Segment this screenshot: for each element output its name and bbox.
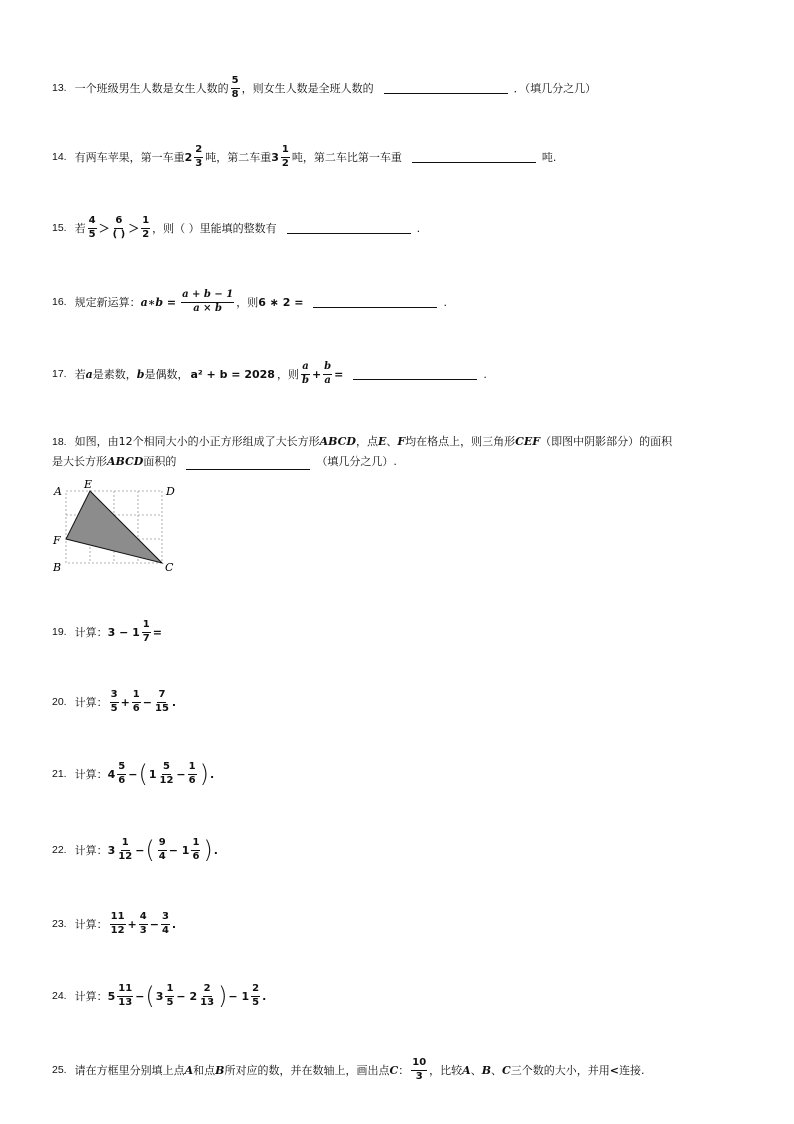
whole-number: 4: [107, 767, 116, 781]
question-text: 计算：: [74, 989, 108, 1003]
fraction: [188, 762, 197, 786]
question-18-line-1: [52, 432, 752, 452]
fraction: [158, 762, 174, 786]
operator: − 1: [228, 989, 250, 1003]
numerator: 5: [162, 762, 171, 775]
right-paren: ): [203, 836, 213, 864]
whole-number: 1: [148, 767, 157, 781]
math-expression: a² + b = 2028: [190, 367, 275, 381]
question-text: ．（填几分之几）: [513, 81, 597, 95]
fraction: [141, 216, 150, 240]
numerator: a + b − 1: [181, 290, 234, 303]
numerator: 9: [158, 838, 167, 851]
fraction: [139, 912, 148, 936]
question-number: 14.: [52, 150, 67, 163]
answer-blank[interactable]: [313, 307, 437, 308]
question-20: [52, 690, 176, 714]
variable: F: [397, 435, 406, 448]
fraction: [117, 762, 126, 786]
fraction: [199, 984, 215, 1008]
fraction: [117, 838, 133, 862]
question-text: 一个班级男生人数是女生人数的: [74, 81, 229, 95]
whole-number: 5: [107, 989, 116, 1003]
denominator: 6: [192, 850, 200, 862]
denominator: 3: [139, 924, 147, 936]
denominator: 12: [110, 924, 125, 936]
question-text: 规定新运算：: [74, 295, 141, 309]
question-text: 是大长方形: [52, 455, 107, 468]
question-24: [52, 984, 266, 1008]
variable: C: [389, 1063, 399, 1077]
math-expression: 6 ∗ 2 =: [258, 295, 304, 309]
fraction: [158, 838, 167, 862]
question-text: ，则: [276, 367, 299, 381]
question-number: 20.: [52, 695, 67, 708]
fraction: [142, 620, 151, 644]
question-text: .: [443, 295, 447, 309]
grid-rectangle-figure: [48, 480, 188, 580]
operator: <: [609, 1063, 619, 1077]
operator: − 2: [176, 989, 198, 1003]
fraction: [231, 76, 240, 100]
question-text: 有两车苹果，第一车重: [74, 150, 185, 164]
question-21: [52, 762, 214, 786]
question-18-line-2: [52, 452, 752, 472]
answer-blank[interactable]: [287, 233, 411, 234]
numerator: 1: [165, 984, 174, 997]
numerator: 2: [203, 984, 212, 997]
question-text: 三个数的大小，并用: [510, 1063, 610, 1077]
question-text: 吨，第二车重: [205, 150, 272, 164]
denominator: b: [301, 374, 309, 386]
numerator: 11: [117, 984, 133, 997]
operator: =: [152, 625, 162, 639]
period: .: [262, 989, 267, 1003]
question-text: 、: [386, 435, 398, 448]
question-22: [52, 838, 218, 862]
question-number: 19.: [52, 625, 67, 638]
right-paren: ): [199, 760, 209, 788]
question-number: 17.: [52, 367, 67, 380]
whole-number: 3: [107, 843, 116, 857]
period: .: [171, 917, 177, 931]
numerator: 1: [132, 690, 141, 703]
denominator: 2: [281, 157, 289, 169]
denominator: 4: [161, 924, 169, 936]
question-text: 请在方框里分别填上点: [74, 1063, 185, 1077]
question-number: 15.: [52, 221, 67, 234]
question-text: 、: [470, 1063, 482, 1077]
question-text: ，则女生人数是全班人数的: [241, 81, 374, 95]
numerator: 2: [194, 145, 203, 158]
question-text: （即图中阴影部分）的面积: [540, 435, 673, 448]
numerator: 3: [161, 912, 170, 925]
fraction: [411, 1058, 427, 1082]
question-19: [52, 620, 162, 644]
question-number: 24.: [52, 989, 67, 1002]
question-text: ，则: [236, 295, 259, 309]
denominator: ( ): [112, 228, 126, 240]
question-text: 若: [74, 221, 86, 235]
variable: A: [184, 1063, 194, 1077]
right-paren: ): [218, 982, 228, 1010]
denominator: 5: [110, 702, 118, 714]
question-text: 计算：: [74, 843, 108, 857]
numerator: 2: [251, 984, 260, 997]
fraction: [132, 690, 141, 714]
question-17: [52, 362, 487, 386]
numerator: 11: [110, 912, 126, 925]
numerator: 1: [281, 145, 290, 158]
fraction: [323, 362, 332, 386]
denominator: 5: [166, 996, 174, 1008]
numerator: 5: [231, 76, 240, 89]
denominator: 6: [188, 774, 196, 786]
whole-number: 3: [155, 989, 164, 1003]
denominator: 12: [159, 774, 174, 786]
numerator: 5: [117, 762, 126, 775]
numerator: 4: [139, 912, 148, 925]
question-number: 16.: [52, 295, 67, 308]
greater-than: ＞: [98, 221, 110, 235]
question-25: [52, 1058, 645, 1082]
fraction: [154, 690, 170, 714]
operator: −: [176, 767, 186, 781]
fraction: [110, 690, 119, 714]
variable: B: [481, 1063, 492, 1077]
variable: CEF: [515, 435, 541, 448]
greater-than: ＞: [128, 221, 140, 235]
question-text: ：: [398, 1063, 410, 1077]
label-f: F: [53, 534, 61, 547]
variable: a: [85, 367, 93, 381]
question-text: 、: [491, 1063, 503, 1077]
operator: −: [149, 917, 159, 931]
denominator: 5: [252, 996, 260, 1008]
question-13: [52, 76, 596, 100]
denominator: 5: [88, 228, 96, 240]
numerator: 6: [114, 216, 123, 229]
operator: −: [135, 843, 145, 857]
question-text: .: [483, 367, 487, 381]
question-number: 13.: [52, 81, 67, 94]
label-e: E: [84, 480, 93, 491]
numerator: 1: [142, 620, 151, 633]
fraction: [181, 290, 234, 314]
denominator: 4: [158, 850, 166, 862]
variable: B: [215, 1063, 225, 1077]
fraction: [191, 838, 200, 862]
period: .: [209, 767, 215, 781]
operator: −: [135, 989, 145, 1003]
answer-blank[interactable]: [384, 93, 508, 94]
numerator: a: [301, 362, 309, 375]
numerator: 1: [191, 838, 200, 851]
fraction: [165, 984, 174, 1008]
question-text: 吨.: [541, 150, 557, 164]
question-15: [52, 216, 420, 240]
question-number: 23.: [52, 917, 67, 930]
answer-blank[interactable]: [353, 379, 477, 380]
label-a: A: [54, 485, 62, 498]
variable: A: [462, 1063, 471, 1077]
whole-number: 2: [184, 150, 193, 164]
denominator: 15: [154, 702, 169, 714]
fraction: [194, 145, 203, 169]
operator: =: [334, 367, 344, 381]
numerator: 10: [411, 1058, 427, 1071]
variable: C: [502, 1063, 511, 1077]
fraction: [88, 216, 97, 240]
variable: ABCD: [107, 455, 144, 468]
question-14: [52, 145, 556, 169]
question-text: 若: [74, 367, 86, 381]
denominator: 7: [142, 632, 150, 644]
question-text: 和点: [193, 1063, 216, 1077]
answer-blank[interactable]: [412, 162, 536, 163]
question-number: 22.: [52, 843, 67, 856]
period: .: [213, 843, 218, 857]
operator: +: [120, 695, 130, 709]
fraction: [117, 984, 133, 1008]
denominator: 13: [118, 996, 133, 1008]
numerator: 1: [141, 216, 150, 229]
fraction: [281, 145, 290, 169]
denominator: 3: [415, 1070, 423, 1082]
question-text: ，则（ ）里能填的整数有: [152, 221, 277, 235]
numerator: b: [323, 362, 332, 375]
fraction: [110, 912, 126, 936]
variable: E: [377, 435, 387, 448]
denominator: 2: [142, 228, 150, 240]
numerator: 4: [88, 216, 97, 229]
question-text: 均在格点上，则三角形: [405, 435, 516, 448]
operator: − 1: [168, 843, 190, 857]
denominator: 3: [195, 157, 203, 169]
left-paren: (: [145, 982, 155, 1010]
fraction: [251, 984, 260, 1008]
fraction: [161, 912, 170, 936]
question-text: 连接.: [619, 1063, 645, 1077]
question-18: [52, 432, 752, 472]
question-text: 如图，由12个相同大小的小正方形组成了大长方形: [74, 435, 320, 448]
math-expression: 3 − 1: [107, 625, 140, 639]
question-23: [52, 912, 176, 936]
question-text: 计算：: [74, 767, 108, 781]
fraction: [112, 216, 127, 240]
numerator: 3: [110, 690, 119, 703]
variable: b: [136, 367, 145, 381]
denominator: 13: [200, 996, 215, 1008]
question-text: 面积的: [143, 455, 177, 468]
operator: +: [127, 917, 137, 931]
denominator: 6: [132, 702, 140, 714]
question-text: 是偶数，: [144, 367, 189, 381]
question-text: ，点: [355, 435, 378, 448]
question-number: 18.: [52, 436, 67, 448]
label-b: B: [53, 561, 62, 574]
whole-number: 3: [271, 150, 279, 164]
answer-blank[interactable]: [186, 469, 310, 470]
numerator: 1: [188, 762, 197, 775]
question-16: [52, 290, 447, 314]
question-number: 25.: [52, 1063, 67, 1076]
label-d: D: [166, 485, 175, 498]
question-text: 吨，第二车比第一车重: [291, 150, 402, 164]
denominator: 8: [231, 88, 239, 100]
question-text: .: [416, 221, 421, 235]
math-expression: a∗b =: [140, 295, 177, 309]
numerator: 7: [157, 690, 166, 703]
label-c: C: [165, 561, 174, 574]
question-text: 所对应的数，并在数轴上，画出点: [224, 1063, 390, 1077]
denominator: 12: [118, 850, 133, 862]
numerator: 1: [121, 838, 130, 851]
question-text: ，比较: [429, 1063, 463, 1077]
operator: −: [142, 695, 152, 709]
operator: −: [128, 767, 138, 781]
operator: +: [311, 367, 322, 381]
question-text: （填几分之几）.: [316, 455, 397, 468]
denominator: a: [324, 374, 331, 386]
fraction: [301, 362, 310, 386]
denominator: 6: [118, 774, 126, 786]
question-text: 计算：: [74, 917, 108, 931]
question-text: 计算：: [74, 625, 108, 639]
left-paren: (: [145, 836, 155, 864]
left-paren: (: [138, 760, 148, 788]
denominator: a × b: [193, 302, 223, 314]
question-text: 是素数，: [92, 367, 137, 381]
question-text: 计算：: [74, 695, 108, 709]
period: .: [171, 695, 177, 709]
variable: ABCD: [319, 435, 356, 448]
question-number: 21.: [52, 767, 67, 780]
